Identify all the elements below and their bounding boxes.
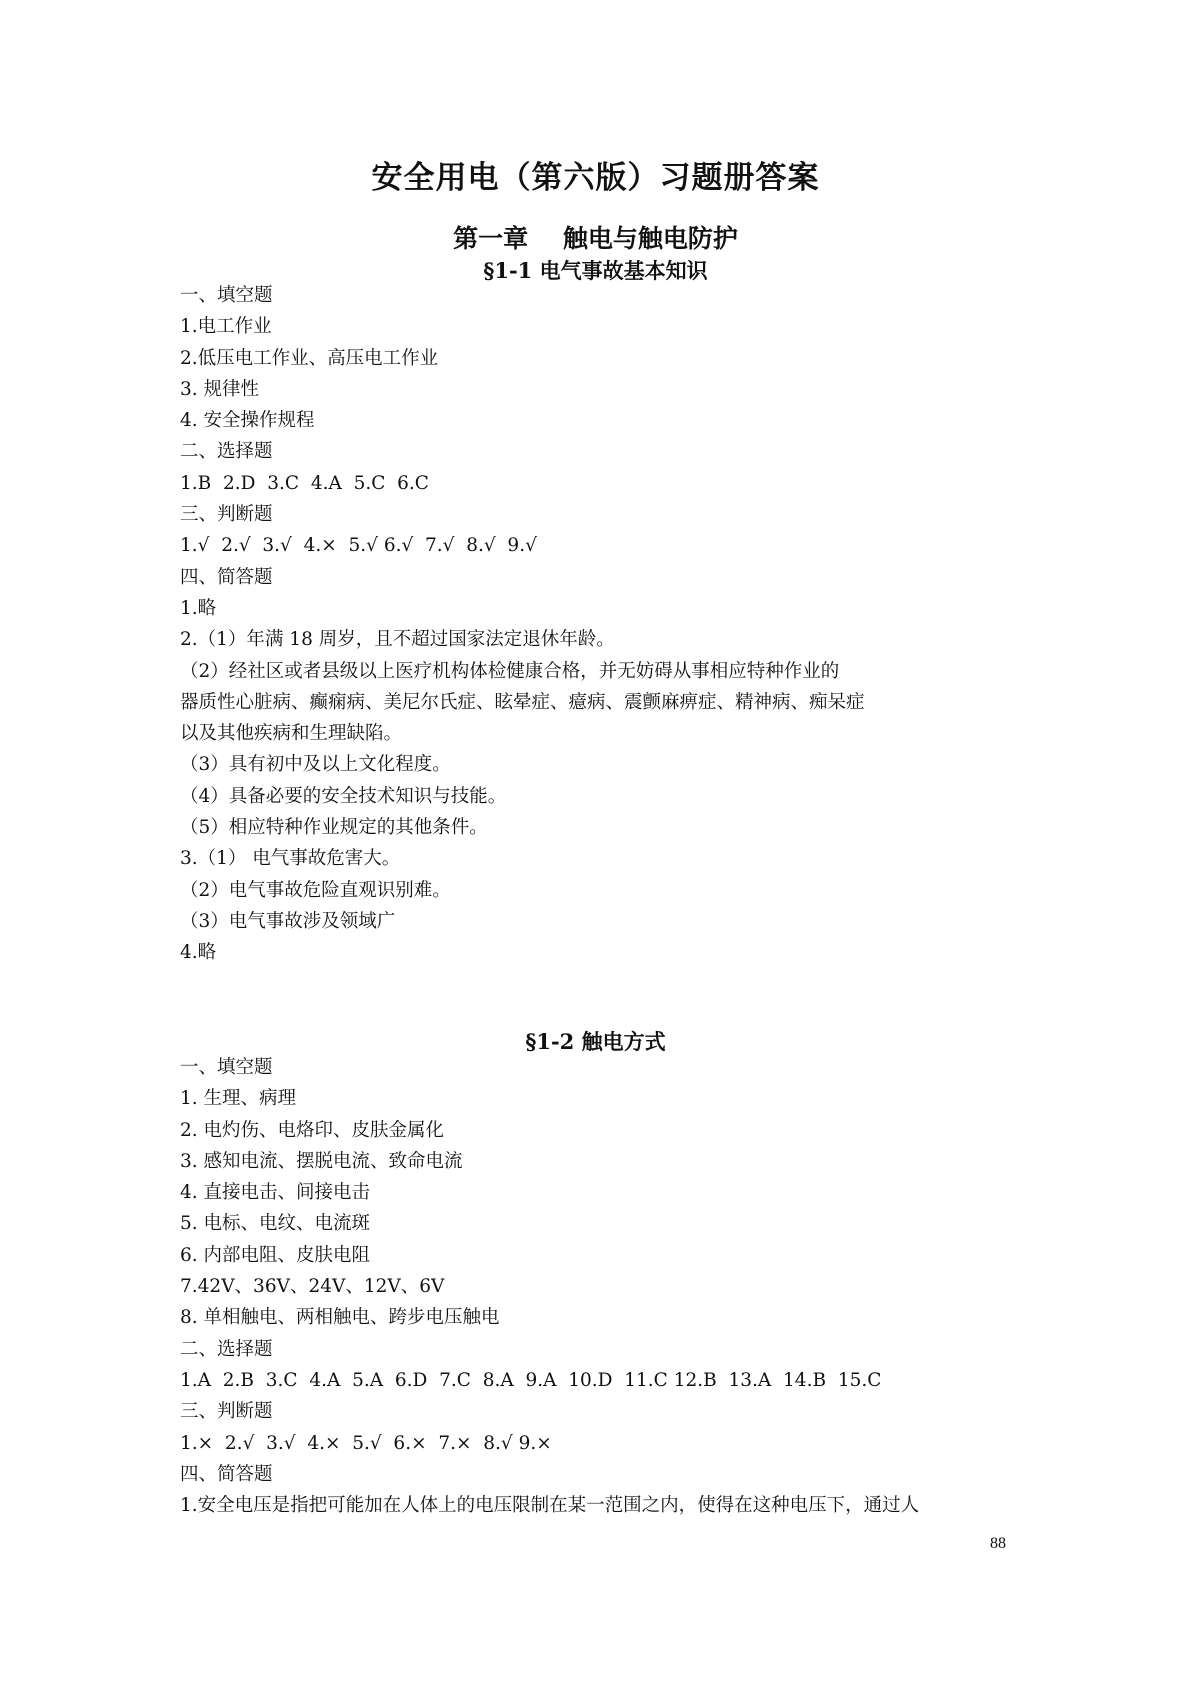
answer-line: 二、选择题 [180,1338,273,1360]
answer-line: 四、简答题 [180,566,273,588]
chapter-heading: 第一章 触电与触电防护 [453,224,738,253]
answer-line: 1. 生理、病理 [180,1088,297,1110]
answer-line: 1.B 2.D 3.C 4.A 5.C 6.C [180,472,429,494]
answer-line: 以及其他疾病和生理缺陷。 [180,723,403,745]
answer-line: 8. 单相触电、两相触电、跨步电压触电 [180,1307,500,1329]
answer-line: （4）具备必要的安全技术知识与技能。 [180,785,507,807]
answer-line: 3.（1） 电气事故危害大。 [180,848,401,870]
answer-line: 1.× 2.√ 3.√ 4.× 5.√ 6.× 7.× 8.√ 9.× [180,1432,552,1454]
answer-line: 2.（1）年满 18 周岁，且不超过国家法定退休年龄。 [180,629,615,651]
document-title: 安全用电（第六版）习题册答案 [371,160,820,196]
answer-line: 3. 感知电流、摆脱电流、致命电流 [180,1150,463,1172]
answer-line: 四、简答题 [180,1463,273,1485]
answer-line: 2. 电灼伤、电烙印、皮肤金属化 [180,1119,445,1141]
answer-line: 1.√ 2.√ 3.√ 4.× 5.√ 6.√ 7.√ 8.√ 9.√ [180,535,537,557]
page-number: 88 [990,1535,1006,1552]
answer-line: 5. 电标、电纹、电流斑 [180,1213,371,1235]
answer-line: 1.略 [180,597,217,619]
answer-line: 6. 内部电阻、皮肤电阻 [180,1244,371,1266]
answer-line: 二、选择题 [180,441,273,463]
answer-line: 一、填空题 [180,285,273,306]
answer-line: （2）经社区或者县级以上医疗机构体检健康合格，并无妨碍从事相应特种作业的 [180,660,840,682]
section-heading-1-1: §1-1 电气事故基本知识 [483,258,708,283]
answer-line: 1.电工作业 [180,316,272,338]
answer-line: 一、填空题 [180,1057,273,1078]
answer-line: 4.略 [180,942,217,964]
answer-line: 三、判断题 [180,1401,273,1423]
answer-line: 4. 直接电击、间接电击 [180,1182,371,1204]
answer-line: 3. 规律性 [180,378,260,400]
answer-line: 7.42V、36V、24V、12V、6V [180,1276,445,1298]
answer-line: （3）电气事故涉及领域广 [180,910,396,932]
answer-line: 三、判断题 [180,504,273,526]
answer-line: （3）具有初中及以上文化程度。 [180,754,451,776]
answer-line: 器质性心脏病、癫痫病、美尼尔氏症、眩晕症、癔病、震颤麻痹症、精神病、痴呆症 [180,691,865,713]
answer-line: 1.A 2.B 3.C 4.A 5.A 6.D 7.C 8.A 9.A 10.D 11.C 12.B 13.A 14.B 15.C [180,1369,882,1391]
answer-line: （5）相应特种作业规定的其他条件。 [180,817,488,839]
answer-line: 4. 安全操作规程 [180,410,315,432]
answer-line: 1.安全电压是指把可能加在人体上的电压限制在某一范围之内，使得在这种电压下，通过人 [180,1495,920,1517]
section-1-1-body [180,280,1080,969]
answer-line: 2.低压电工作业、高压电工作业 [180,347,439,369]
section-heading-1-2: §1-2 触电方式 [525,1029,666,1054]
answer-line: （2）电气事故危险直观识别难。 [180,879,451,901]
section-1-2-body [180,1052,1080,1521]
